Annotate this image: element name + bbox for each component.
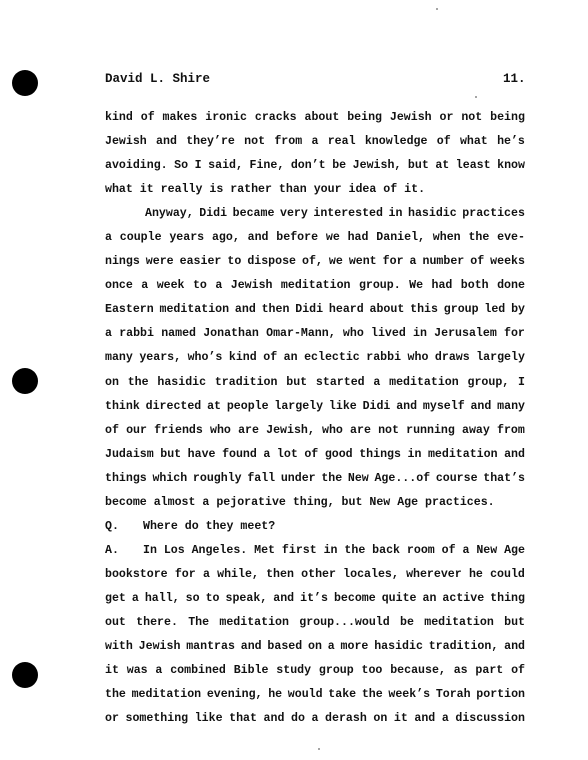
word: lived	[371, 327, 406, 341]
word: Jewish,	[266, 423, 315, 437]
word: draws	[434, 351, 470, 365]
word: meditation	[219, 615, 289, 629]
transcript-line	[105, 202, 525, 226]
word: it	[105, 664, 119, 678]
word: to	[227, 255, 242, 269]
word: largely	[274, 399, 324, 413]
word: lot	[276, 447, 298, 461]
word: avoiding.	[105, 159, 168, 173]
word: for	[382, 255, 404, 269]
word: an	[283, 351, 298, 365]
word: and	[234, 303, 256, 317]
word: get	[105, 591, 126, 605]
word: roughly	[192, 471, 242, 485]
word: eve-	[497, 231, 525, 245]
transcript-line	[105, 346, 525, 370]
word: We	[409, 279, 424, 293]
word: a	[105, 327, 112, 341]
word: that	[229, 712, 257, 726]
word: group,	[467, 375, 510, 389]
word: and	[504, 447, 525, 461]
word: meditation	[424, 615, 494, 629]
word: in	[323, 543, 338, 557]
word: have	[187, 447, 216, 461]
word: directed	[145, 399, 202, 413]
word: that’s	[483, 471, 525, 485]
word: and	[273, 591, 295, 605]
word: done	[497, 279, 525, 293]
word: as	[453, 664, 468, 678]
word: our	[126, 423, 147, 437]
word: things	[359, 447, 401, 461]
word: group.	[358, 279, 401, 293]
word: but	[286, 375, 308, 389]
word: meditation	[280, 279, 351, 293]
binder-hole-top	[12, 70, 38, 96]
transcript-line	[105, 298, 525, 322]
word: for	[504, 327, 525, 341]
word: of	[304, 447, 319, 461]
word: years	[169, 231, 205, 245]
transcript-line	[105, 322, 525, 346]
word: Torah	[435, 688, 471, 702]
word: Jewish	[389, 111, 432, 124]
word: in	[407, 447, 422, 461]
word: mantras	[186, 640, 235, 654]
word: not	[378, 423, 399, 437]
word: it’s	[300, 591, 328, 605]
speaker-text	[143, 515, 525, 539]
word: active	[442, 591, 485, 605]
word: Fine,	[249, 159, 285, 173]
word: for	[174, 567, 196, 581]
word: went	[348, 255, 377, 269]
word: not	[461, 111, 483, 124]
word: Jerusalem	[434, 327, 497, 341]
word: a	[373, 375, 381, 389]
word: on	[308, 640, 322, 654]
word: who	[321, 423, 343, 437]
word: like	[328, 399, 357, 413]
word: interested	[313, 207, 383, 221]
word: a	[105, 231, 112, 245]
word: a	[311, 712, 319, 726]
word: Didi	[362, 399, 391, 413]
word: he’s	[497, 135, 525, 149]
word: In	[143, 543, 157, 557]
word: both	[460, 279, 489, 293]
word: of	[140, 111, 155, 124]
word: Jewish	[138, 640, 181, 654]
word: a	[409, 255, 417, 269]
word: a	[263, 447, 271, 461]
word: discussion	[455, 712, 525, 726]
word: with	[105, 640, 133, 654]
word: of	[470, 255, 485, 269]
word: Jewish	[230, 279, 273, 293]
word: what	[459, 135, 488, 149]
word: rabbi	[366, 351, 402, 365]
word: based	[267, 640, 303, 654]
word: at	[435, 159, 450, 173]
word: the	[344, 543, 366, 557]
word: wherever	[406, 567, 462, 581]
word: who	[210, 423, 231, 437]
word: be	[400, 615, 414, 629]
word: combined	[170, 664, 226, 678]
word: the	[321, 471, 343, 485]
word: knowledge	[364, 135, 428, 149]
word: hasidic	[408, 207, 457, 221]
word: being	[490, 111, 525, 124]
transcript-line	[105, 611, 525, 635]
word: Los	[163, 543, 185, 557]
word: New	[347, 471, 369, 485]
word: meditation	[389, 375, 459, 389]
word: Daniel,	[376, 231, 425, 245]
word: of	[441, 543, 456, 557]
word: and	[247, 231, 269, 245]
scan-speck	[318, 748, 320, 750]
word: ironic	[205, 111, 247, 124]
word: hall,	[144, 591, 180, 605]
speaker-tag: Q.	[105, 519, 119, 533]
word: we	[328, 255, 343, 269]
word: nings	[105, 255, 140, 269]
word: Where do they meet?	[143, 519, 276, 533]
word: heard	[328, 303, 364, 317]
word: friends	[154, 423, 203, 437]
word: Jewish	[105, 135, 147, 149]
word: Anyway,	[145, 207, 194, 221]
word: weeks	[490, 255, 525, 269]
word: so	[185, 591, 200, 605]
word: there.	[136, 615, 178, 629]
word: the	[105, 688, 126, 702]
word: had	[347, 231, 369, 245]
word: we	[325, 231, 340, 245]
word: from	[274, 135, 303, 149]
word: about	[304, 111, 340, 124]
word: know	[497, 159, 525, 173]
word: ago,	[211, 231, 240, 245]
word: and	[396, 399, 418, 413]
word: found	[222, 447, 257, 461]
word: and	[156, 135, 177, 149]
word: myself	[422, 399, 465, 413]
word: kind	[105, 111, 133, 124]
word: very	[279, 207, 308, 221]
word: in	[413, 327, 427, 341]
word: are	[350, 423, 371, 437]
speaker-tag: A.	[105, 543, 119, 557]
word: bookstore	[105, 567, 168, 581]
word: he	[468, 567, 483, 581]
word: and	[414, 712, 436, 726]
word: course	[435, 471, 478, 485]
word: would	[287, 688, 323, 702]
transcript-line	[105, 226, 525, 250]
word: or	[439, 111, 454, 124]
word: by	[511, 303, 525, 317]
transcript-line	[105, 539, 525, 563]
word: once	[105, 279, 133, 293]
word: but	[407, 159, 429, 173]
word: are	[238, 423, 259, 437]
word: week	[156, 279, 185, 293]
word: but	[504, 615, 525, 629]
word: become	[333, 591, 376, 605]
word: a	[155, 664, 163, 678]
word: about	[369, 303, 405, 317]
word: I	[518, 375, 525, 389]
transcript-line	[105, 443, 525, 467]
transcript-line	[105, 154, 525, 178]
word: Didi	[295, 303, 324, 317]
binder-hole-bottom	[12, 662, 38, 688]
word: under	[280, 471, 316, 485]
transcript-line	[105, 178, 525, 202]
word: being	[347, 111, 382, 124]
word: dispose	[247, 255, 297, 269]
word: of	[436, 135, 451, 149]
word: Angeles.	[191, 543, 248, 557]
transcript-line	[105, 250, 525, 274]
word: couple	[119, 231, 162, 245]
word: to	[205, 591, 220, 605]
word: it	[393, 712, 408, 726]
word: from	[497, 423, 525, 437]
word: derash	[325, 712, 367, 726]
word: at	[207, 399, 222, 413]
word: take	[328, 688, 357, 702]
word: on	[105, 375, 119, 389]
word: a	[462, 543, 470, 557]
word: a	[327, 640, 335, 654]
word: tradition	[214, 375, 278, 389]
word: makes	[162, 111, 198, 124]
word: in	[388, 207, 403, 221]
word: then	[261, 303, 290, 317]
word: be	[332, 159, 347, 173]
speaker-text	[143, 539, 525, 563]
word: meditation	[131, 688, 202, 702]
word: of	[511, 664, 525, 678]
transcript-line	[105, 515, 525, 539]
transcript-line	[105, 683, 525, 707]
word: Eastern	[105, 303, 154, 317]
word: he	[268, 688, 283, 702]
word: an	[422, 591, 437, 605]
word: kind	[228, 351, 257, 365]
word: was	[126, 664, 148, 678]
scan-speck	[436, 8, 438, 10]
transcript-line	[105, 707, 525, 731]
word: and	[240, 640, 262, 654]
transcript-line	[105, 130, 525, 154]
word: who	[342, 327, 364, 341]
word: study	[276, 664, 312, 678]
word: hasidic	[374, 640, 423, 654]
transcript-line	[105, 467, 525, 491]
word: more	[340, 640, 369, 654]
word: a	[215, 279, 223, 293]
word: hasidic	[157, 375, 207, 389]
word: who’s	[187, 351, 223, 365]
word: or	[105, 712, 119, 726]
word: named	[161, 327, 196, 341]
word: and	[504, 640, 525, 654]
transcript-line	[105, 491, 525, 515]
word: thing	[490, 591, 525, 605]
word: something	[125, 712, 189, 726]
word: least	[455, 159, 491, 173]
word: Bible	[233, 664, 269, 678]
word: The	[188, 615, 210, 629]
binder-hole-middle	[12, 368, 38, 394]
word: other	[301, 567, 336, 581]
word: of,	[302, 255, 323, 269]
word: real	[327, 135, 356, 149]
word: a	[202, 567, 210, 581]
word: of	[263, 351, 278, 365]
word: Age...of	[374, 471, 431, 485]
word: because,	[390, 664, 446, 678]
word: number	[422, 255, 465, 269]
page-header-name: David L. Shire	[105, 72, 211, 86]
word: which	[152, 471, 188, 485]
word: many	[497, 399, 525, 413]
word: the	[127, 375, 149, 389]
word: So	[174, 159, 189, 173]
word: speak,	[225, 591, 268, 605]
word: led	[484, 303, 506, 317]
word: group...would	[299, 615, 390, 629]
word: then	[266, 567, 294, 581]
word: become almost a pejorative thing, but New Age practices.	[105, 495, 495, 509]
transcript-line	[105, 395, 525, 419]
word: the	[468, 231, 490, 245]
word: when	[432, 231, 461, 245]
word: meditation	[159, 303, 230, 317]
word: became	[232, 207, 275, 221]
word: could	[490, 567, 525, 581]
word: don’t	[290, 159, 326, 173]
word: and	[470, 399, 492, 413]
word: rabbi	[119, 327, 154, 341]
transcript-line	[105, 659, 525, 683]
word: New	[476, 543, 498, 557]
word: many	[105, 351, 133, 365]
word: cracks	[254, 111, 297, 124]
word: room	[406, 543, 435, 557]
word: away	[462, 423, 490, 437]
word: a	[141, 279, 149, 293]
word: a	[311, 135, 319, 149]
word: Jonathan	[203, 327, 259, 341]
word: good	[324, 447, 353, 461]
word: I	[194, 159, 202, 173]
word: what it really is rather than your idea of it.	[105, 183, 426, 197]
word: tradition,	[428, 640, 499, 654]
word: and	[263, 712, 285, 726]
word: too	[361, 664, 383, 678]
word: out	[105, 615, 126, 629]
word: week’s	[388, 688, 431, 702]
word: things	[105, 471, 147, 485]
word: a	[441, 712, 449, 726]
word: practices	[462, 207, 525, 221]
word: before	[276, 231, 319, 245]
transcript-line	[105, 563, 525, 587]
word: were	[145, 255, 174, 269]
word: this	[410, 303, 438, 317]
word: a	[131, 591, 139, 605]
transcript-line	[105, 419, 525, 443]
word: Omar-Mann,	[266, 327, 336, 341]
word: running	[406, 423, 455, 437]
word: had	[431, 279, 453, 293]
word: years,	[139, 351, 182, 365]
word: the	[361, 688, 383, 702]
word: first	[281, 543, 317, 557]
transcript-line	[105, 587, 525, 611]
word: fall	[247, 471, 276, 485]
word: evening,	[206, 688, 263, 702]
transcript-line	[105, 371, 525, 395]
word: back	[372, 543, 401, 557]
word: locales,	[343, 567, 399, 581]
word: not	[244, 135, 266, 149]
transcript-line	[105, 635, 525, 659]
word: who	[407, 351, 429, 365]
scan-speck	[475, 96, 477, 98]
word: portion	[476, 688, 525, 702]
word: Judaism	[105, 447, 154, 461]
word: they’re	[186, 135, 235, 149]
word: but	[160, 447, 182, 461]
word: said,	[208, 159, 243, 173]
word: Jewish,	[352, 159, 402, 173]
word: Met	[254, 543, 276, 557]
transcript-line	[105, 106, 525, 130]
word: to	[192, 279, 207, 293]
word: Didi	[199, 207, 228, 221]
word: group	[443, 303, 479, 317]
word: eclectic	[304, 351, 360, 365]
word: think	[105, 399, 140, 413]
word: easier	[179, 255, 222, 269]
word: started	[315, 375, 365, 389]
word: of	[105, 423, 119, 437]
transcript-line	[105, 274, 525, 298]
word: largely	[476, 351, 525, 365]
word: people	[226, 399, 269, 413]
word: while,	[217, 567, 259, 581]
word: part	[475, 664, 504, 678]
word: group	[318, 664, 354, 678]
word: Age	[504, 543, 525, 557]
word: meditation	[427, 447, 498, 461]
word: like	[194, 712, 223, 726]
transcript-body	[105, 106, 525, 731]
word: on	[373, 712, 388, 726]
word: do	[291, 712, 305, 726]
word: quite	[381, 591, 417, 605]
page-number: 11.	[503, 72, 526, 86]
